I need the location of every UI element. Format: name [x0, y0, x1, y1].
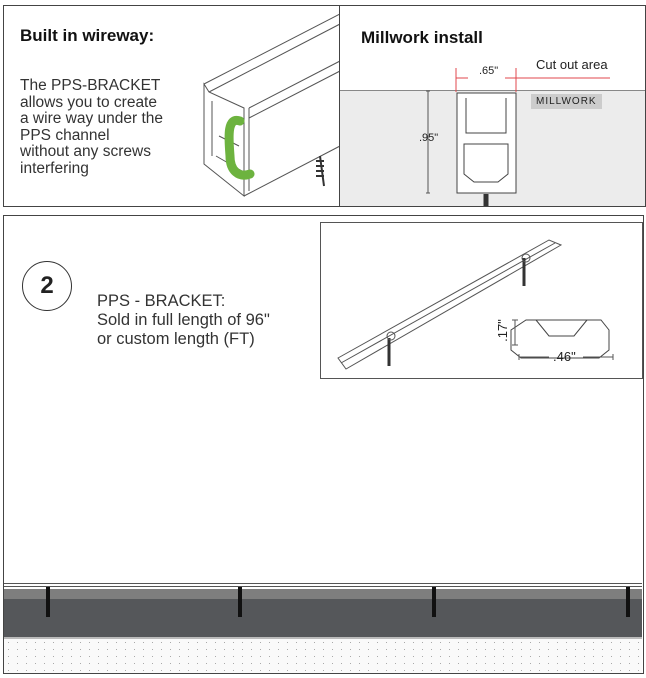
step-description	[97, 292, 270, 349]
wire-icon	[229, 120, 250, 175]
text-line: without any screws	[20, 143, 151, 160]
millwork-panel	[339, 5, 646, 207]
text-line: a wire way under the	[20, 110, 164, 127]
height-dimension: .95"	[419, 132, 439, 144]
width-dimension: .65"	[479, 65, 499, 77]
screw-icon	[48, 587, 628, 617]
text-line: The PPS-BRACKET	[20, 77, 161, 94]
floor-screws	[4, 582, 642, 642]
bracket-width-dimension: .46"	[553, 349, 576, 364]
text-line: Sold in full length of 96"	[97, 311, 270, 329]
cut-out-label: Cut out area	[536, 57, 608, 72]
bracket-illustration	[321, 223, 641, 378]
bracket-height-dimension: .17"	[494, 319, 510, 342]
millwork-label: MILLWORK	[531, 94, 602, 109]
wireway-title: Built in wireway:	[20, 26, 155, 45]
step-number-badge: 2	[22, 261, 72, 311]
text-line: PPS - BRACKET:	[97, 292, 226, 310]
floor-section	[4, 582, 642, 672]
screw-icon	[389, 258, 524, 366]
channel-illustration	[4, 6, 340, 206]
step-2-panel	[3, 215, 644, 674]
millwork-profile	[340, 6, 646, 207]
text-line: or custom length (FT)	[97, 330, 255, 348]
text-line: allows you to create	[20, 93, 157, 111]
millwork-title: Millwork install	[361, 28, 483, 47]
bracket-panel	[320, 222, 643, 379]
text-line: interfering	[20, 159, 89, 177]
wireway-panel	[3, 5, 341, 207]
text-line: PPS channel	[20, 126, 110, 144]
screw-icon	[316, 156, 324, 186]
